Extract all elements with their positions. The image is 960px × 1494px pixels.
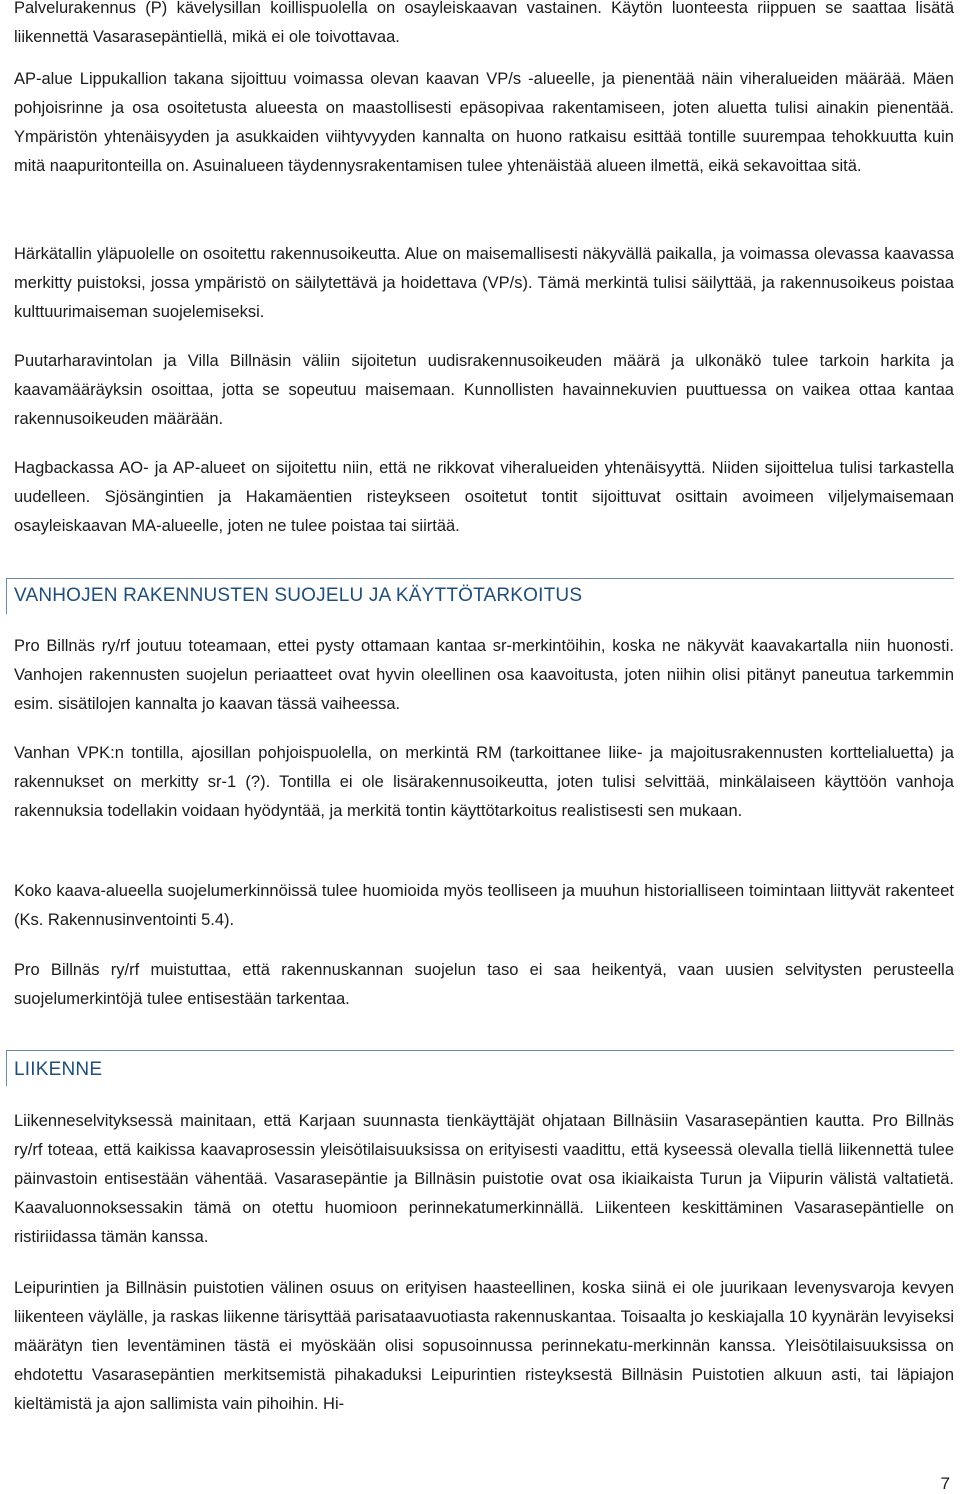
paragraph-sr-merkinnat: Pro Billnäs ry/rf joutuu toteamaan, ettei pysty ottamaan kantaa sr-merkintöihin, koska ne näkyvät kaavakartalla niin huonosti. Vanhojen rakennusten suojelun periaatteet ovat hyvin oleellinen osa kaavoitusta, joten niihin olisi pitänyt paneutua tarkemmin esim. sisätilojen kannalta jo kaavan tässä vaiheessa. (14, 637, 954, 713)
paragraph-liikenneselvitys: Liikenneselvityksessä mainitaan, että Karjaan suunnasta tienkäyttäjät ohjataan Billnäsiin Vasarasepäntien kautta. Pro Billnäs ry/rf toteaa, että kaikissa kaavaprosessin yleisötilaisuuksissa on erityisesti vaadittu, että kyseessä olevalla tiellä liikennettä tulee päinvastoin entisestään vähentää. Vasarasepäntie ja Billnäsin puistotie ovat osa ikiaikaista Turun ja Viipurin välistä valtatietä. Kaavaluonnoksessakin tämä on otettu huomioon perinnekatumerkinnällä. Liikenteen keskittäminen Vasarasepäntielle on ristiriidassa tämän kanssa. (14, 1112, 954, 1246)
paragraph-leipurintie: Leipurintien ja Billnäsin puistotien välinen osuus on erityisen haasteellinen, koska siinä ei ole juurikaan levenysvaroja kevyen liikenteen väylälle, ja raskas liikenne tärisyttää parisataavuotiasta rakennuskantaa. Toisaalta jo keskiajalla 10 kyynärän levyiseksi määrätyn tien leventäminen tästä ei myöskään olisi sopusoinnussa perinnekatu-merkinnän kanssa. Yleisötilaisuuksissa on ehdotettu Vasarasepäntien merkitsemistä pihakaduksi Leipurintien risteyksestä Billnäsin Puistotien alkuun asti, tai läpiajon kieltämistä ja ajon sallimista vain pihoihin. Hi- (14, 1279, 954, 1413)
paragraph-hagbacka: Hagbackassa AO- ja AP-alueet on sijoitettu niin, että ne rikkovat viheralueiden yhtenäisyyttä. Niiden sijoittelua tulisi tarkastella uudelleen. Sjösängintien ja Hakamäentien risteykseen osoitetut tontit sijoittuvat osittain avoimeen viljelymaisemaan osayleiskaavan MA-alueelle, joten ne tulee poistaa tai siirtää. (14, 459, 954, 535)
paragraph-rakennuskanta: Pro Billnäs ry/rf muistuttaa, että rakennuskannan suojelun taso ei saa heikentyä, vaan uusien selvitysten perusteella suojelumerkintöjä tulee entisestään tarkentaa. (14, 961, 954, 1008)
page-number: 7 (940, 1474, 950, 1493)
paragraph-puutarharavintola: Puutarharavintolan ja Villa Billnäsin väliin sijoitetun uudisrakennusoikeuden määrä ja ulkonäkö tulee tarkoin harkita ja kaavamääräyksin osoittaa, jotta se sopeutuu maisemaan. Kunnollisten havainnekuvien puuttuessa on vaikea ottaa kantaa rakennusoikeuden määrään. (14, 352, 954, 428)
section-heading-suojelu: VANHOJEN RAKENNUSTEN SUOJELU JA KÄYTTÖTARKOITUS (6, 578, 954, 614)
section-heading-liikenne: LIIKENNE (6, 1050, 954, 1086)
paragraph-suojelumerkinnat: Koko kaava-alueella suojelumerkinnöissä tulee huomioida myös teolliseen ja muuhun historialliseen toimintaan liittyvät rakenteet (Ks. Rakennusinventointi 5.4). (14, 882, 954, 929)
paragraph-ap-alue: AP-alue Lippukallion takana sijoittuu voimassa olevan kaavan VP/s -alueelle, ja pienentää näin viheralueiden määrää. Mäen pohjoisrinne ja osa osoitetusta alueesta on maastollisesti epäsopivaa rakentamiseen, joten aluetta tulisi ainakin pienentää. Ympäristön yhtenäisyyden ja asukkaiden viihtyvyyden kannalta on huono ratkaisu esittää tontille suurempaa tehokkuutta kuin mitä naapuritonteilla on. Asuinalueen täydennysrakentamisen tulee yhtenäistää alueen ilmettä, eikä sekavoittaa sitä. (14, 70, 954, 175)
paragraph-vpk-tontti: Vanhan VPK:n tontilla, ajosillan pohjoispuolella, on merkintä RM (tarkoittanee liike- ja majoitusrakennusten korttelialuetta) ja rakennukset on merkitty sr-1 (?). Tontilla ei ole lisärakennusoikeutta, joten tulisi selvittää, minkälaiseen käyttöön vanhoja rakennuksia todellakin voidaan hyödyntää, ja merkitä tontin käyttötarkoitus realistisesti sen mukaan. (14, 744, 954, 820)
paragraph-harkatalli: Härkätallin yläpuolelle on osoitettu rakennusoikeutta. Alue on maisemallisesti näkyvällä paikalla, ja voimassa olevassa kaavassa merkitty puistoksi, jossa ympäristö on säilytettävä ja hoidettava (VP/s). Tämä merkintä tulisi säilyttää, ja rakennusoikeus poistaa kulttuurimaiseman suojelemiseksi. (14, 245, 954, 321)
paragraph-palvelurakennus: Palvelurakennus (P) kävelysillan koillispuolella on osayleiskaavan vastainen. Käytön luonteesta riippuen se saattaa lisätä liikennettä Vasarasepäntiellä, mikä ei ole toivottavaa. (14, 0, 954, 46)
